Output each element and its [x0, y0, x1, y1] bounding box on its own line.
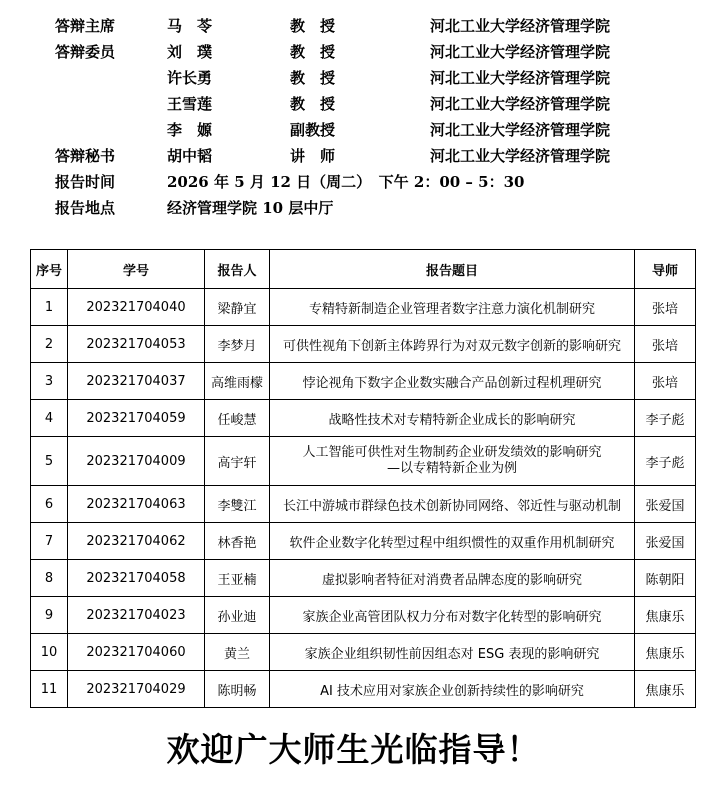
- cell-advisor: 焦康乐: [635, 671, 696, 708]
- table-row: [31, 523, 696, 560]
- committee-org: 河北工业大学经济管理学院: [430, 17, 611, 35]
- cell-student-id: 202321704029: [68, 671, 205, 708]
- table-row: [31, 597, 696, 634]
- cell-presenter: 林香艳: [205, 523, 270, 560]
- cell-report-title: 战略性技术对专精特新企业成长的影响研究: [270, 400, 635, 437]
- cell-student-id: 202321704040: [68, 289, 205, 326]
- committee-name: 刘 璞: [167, 43, 213, 61]
- cell-report-title: 虚拟影响者特征对消费者品牌态度的影响研究: [270, 560, 635, 597]
- cell-advisor: 张爱国: [635, 486, 696, 523]
- cell-presenter: 高维雨檬: [205, 363, 270, 400]
- cell-report-title: [270, 437, 635, 486]
- cell-report-title: AI 技术应用对家族企业创新持续性的影响研究: [270, 671, 635, 708]
- header-number: 序号: [31, 250, 68, 289]
- cell-student-id: 202321704063: [68, 486, 205, 523]
- committee-org: 河北工业大学经济管理学院: [430, 121, 611, 139]
- cell-number: 3: [31, 363, 68, 400]
- committee-title: 副教授: [290, 121, 336, 139]
- committee-org: 河北工业大学经济管理学院: [430, 147, 611, 165]
- cell-advisor: 张培: [635, 326, 696, 363]
- cell-number: 4: [31, 400, 68, 437]
- table-header-row: [31, 250, 696, 289]
- cell-advisor: 焦康乐: [635, 597, 696, 634]
- schedule-table: [30, 249, 696, 708]
- cell-presenter: 高宇轩: [205, 437, 270, 486]
- cell-report-title: 软件企业数字化转型过程中组织惯性的双重作用机制研究: [270, 523, 635, 560]
- table-row: [31, 326, 696, 363]
- cell-presenter: 黄兰: [205, 634, 270, 671]
- cell-report-title: 可供性视角下创新主体跨界行为对双元数字创新的影响研究: [270, 326, 635, 363]
- cell-student-id: 202321704053: [68, 326, 205, 363]
- cell-report-title: 长江中游城市群绿色技术创新协同网络、邻近性与驱动机制: [270, 486, 635, 523]
- report-time-label: 报告时间: [55, 173, 116, 191]
- cell-presenter: 梁静宜: [205, 289, 270, 326]
- cell-student-id: 202321704058: [68, 560, 205, 597]
- table-row: [31, 634, 696, 671]
- welcome-message: 欢迎广大师生光临指导！: [166, 730, 541, 769]
- committee-role: 答辩主席: [55, 17, 116, 35]
- committee-name: 许长勇: [167, 69, 213, 87]
- table-row: [31, 437, 696, 486]
- cell-number: 7: [31, 523, 68, 560]
- header-presenter: 报告人: [205, 250, 270, 289]
- report-title-subtitle: —以专精特新企业为例: [386, 461, 517, 476]
- report-place-label: 报告地点: [55, 199, 116, 217]
- committee-name: 马 苓: [167, 17, 213, 35]
- cell-presenter: 王亚楠: [205, 560, 270, 597]
- committee-title: 教 授: [290, 43, 336, 61]
- committee-name: 胡中韬: [167, 147, 213, 165]
- cell-student-id: 202321704037: [68, 363, 205, 400]
- cell-student-id: 202321704062: [68, 523, 205, 560]
- table-row: [31, 400, 696, 437]
- cell-number: 9: [31, 597, 68, 634]
- committee-title: 教 授: [290, 95, 336, 113]
- cell-advisor: 陈朝阳: [635, 560, 696, 597]
- report-place-value: 经济管理学院 10 层中厅: [167, 199, 334, 217]
- cell-advisor: 焦康乐: [635, 634, 696, 671]
- committee-title: 讲 师: [290, 147, 336, 165]
- cell-number: 6: [31, 486, 68, 523]
- cell-presenter: 孙业迪: [205, 597, 270, 634]
- committee-role: 答辩委员: [55, 43, 116, 61]
- table-row: [31, 363, 696, 400]
- cell-student-id: 202321704060: [68, 634, 205, 671]
- cell-presenter: 任峻慧: [205, 400, 270, 437]
- table-row: [31, 486, 696, 523]
- cell-report-title: 家族企业组织韧性前因组态对 ESG 表现的影响研究: [270, 634, 635, 671]
- table-row: [31, 560, 696, 597]
- cell-report-title: 家族企业高管团队权力分布对数字化转型的影响研究: [270, 597, 635, 634]
- report-time-value: 2026 年 5 月 12 日（周二） 下午 2：00 – 5：30: [167, 173, 525, 191]
- cell-student-id: 202321704023: [68, 597, 205, 634]
- table-row: [31, 289, 696, 326]
- cell-advisor: 张爱国: [635, 523, 696, 560]
- committee-org: 河北工业大学经济管理学院: [430, 95, 611, 113]
- cell-advisor: 李子彪: [635, 400, 696, 437]
- cell-presenter: 陈明畅: [205, 671, 270, 708]
- cell-advisor: 李子彪: [635, 437, 696, 486]
- cell-number: 5: [31, 437, 68, 486]
- committee-name: 王雪莲: [167, 95, 213, 113]
- cell-advisor: 张培: [635, 363, 696, 400]
- committee-role: 答辩秘书: [55, 147, 116, 165]
- cell-number: 10: [31, 634, 68, 671]
- committee-title: 教 授: [290, 17, 336, 35]
- cell-student-id: 202321704059: [68, 400, 205, 437]
- cell-report-title: 悖论视角下数字企业数实融合产品创新过程机理研究: [270, 363, 635, 400]
- cell-number: 2: [31, 326, 68, 363]
- header-student-id: 学号: [68, 250, 205, 289]
- report-title-main: 人工智能可供性对生物制药企业研发绩效的影响研究: [302, 445, 602, 460]
- committee-org: 河北工业大学经济管理学院: [430, 43, 611, 61]
- header-report-title: 报告题目: [270, 250, 635, 289]
- cell-report-title: 专精特新制造企业管理者数字注意力演化机制研究: [270, 289, 635, 326]
- cell-presenter: 李雙江: [205, 486, 270, 523]
- committee-name: 李 嫄: [167, 121, 213, 139]
- table-row: [31, 671, 696, 708]
- committee-title: 教 授: [290, 69, 336, 87]
- header-advisor: 导师: [635, 250, 696, 289]
- committee-org: 河北工业大学经济管理学院: [430, 69, 611, 87]
- cell-number: 11: [31, 671, 68, 708]
- cell-advisor: 张培: [635, 289, 696, 326]
- cell-student-id: 202321704009: [68, 437, 205, 486]
- cell-number: 8: [31, 560, 68, 597]
- cell-presenter: 李梦月: [205, 326, 270, 363]
- cell-number: 1: [31, 289, 68, 326]
